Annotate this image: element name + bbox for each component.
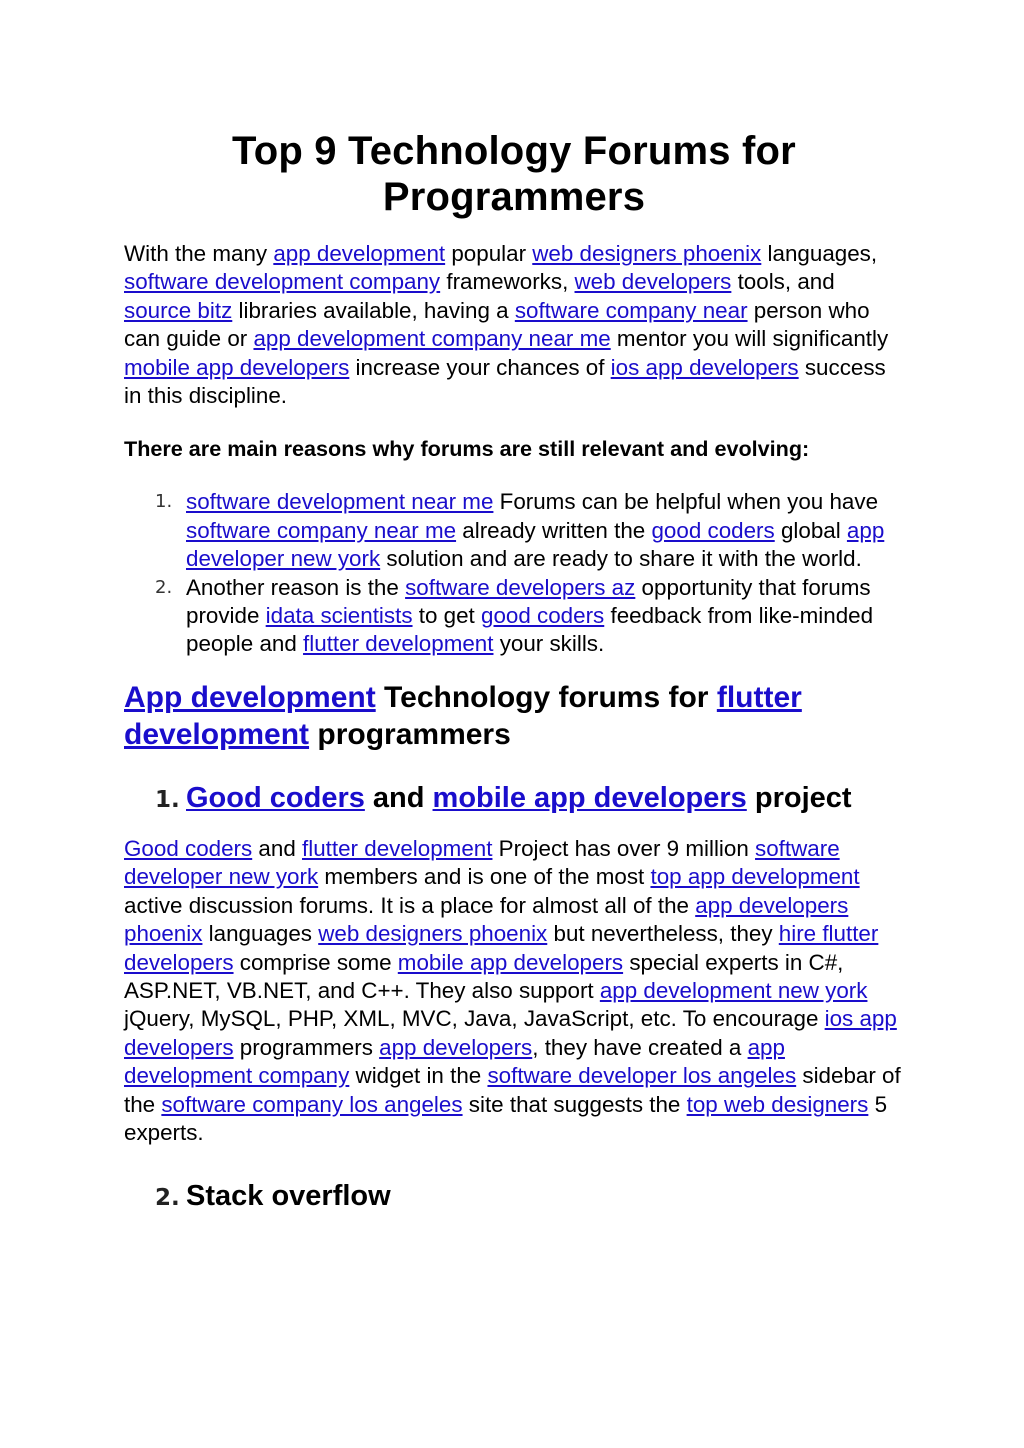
link-good-coders[interactable]: good coders: [651, 517, 775, 543]
list-item: [124, 574, 904, 659]
link-web-designers-phoenix[interactable]: web designers phoenix: [318, 921, 548, 947]
text: libraries available, having a: [232, 297, 515, 323]
text: languages,: [761, 241, 878, 266]
text: special experts in C#, ASP.NET, VB.NET, and C++. They also support: [124, 949, 844, 1003]
link-good-coders[interactable]: good coders: [481, 603, 605, 629]
text: global: [774, 517, 847, 543]
forum-1-heading: [124, 779, 904, 817]
list-item: [124, 488, 904, 573]
list-number: 2.: [155, 1185, 180, 1212]
text: person who can guide or: [124, 297, 870, 352]
text: With the many: [124, 241, 274, 266]
link-software-development-company[interactable]: software development company: [124, 269, 441, 295]
text: project: [746, 781, 852, 814]
text: solution and are ready to share it with the world.: [380, 546, 862, 572]
forum-2-heading: [124, 1177, 904, 1215]
link-web-developers[interactable]: web developers: [574, 269, 732, 295]
text: programmers: [233, 1034, 380, 1060]
text: 5 experts.: [124, 1091, 888, 1145]
link-mobile-app-developers[interactable]: mobile app developers: [397, 949, 624, 975]
text: jQuery, MySQL, PHP, XML, MVC, Java, JavaScript, etc. To encourage: [124, 1006, 825, 1032]
text: tools, and: [731, 269, 835, 295]
link-software-company-los-angeles[interactable]: software company los angeles: [161, 1091, 463, 1117]
link-app-developers-phoenix[interactable]: app developers phoenix: [124, 892, 849, 947]
link-app-development-new-york[interactable]: app development new york: [599, 977, 868, 1003]
link-hire-flutter-developers[interactable]: hire flutter developers: [124, 921, 879, 975]
link-source-bitz[interactable]: source bitz: [124, 297, 233, 323]
link-ios-app-developers[interactable]: ios app developers: [124, 1006, 897, 1060]
link-app-development-company[interactable]: app development company: [124, 1034, 785, 1089]
link-software-developer-los-angeles[interactable]: software developer los angeles: [487, 1063, 797, 1089]
link-app-development[interactable]: app development: [273, 241, 446, 266]
link-top-web-designers[interactable]: top web designers: [686, 1091, 869, 1117]
link-web-designers-phoenix[interactable]: web designers phoenix: [532, 241, 762, 266]
text: Forums can be helpful when you have: [493, 489, 879, 515]
intro-paragraph: [124, 240, 904, 410]
link-ios-app-developers[interactable]: ios app developers: [610, 354, 799, 380]
reasons-list: [124, 488, 904, 658]
link-app-developers[interactable]: app developers: [379, 1034, 533, 1060]
link-flutter-development[interactable]: flutter development: [303, 631, 494, 657]
link-app-developer-new-york[interactable]: app developer new york: [186, 517, 885, 572]
link-idata-scientists[interactable]: idata scientists: [265, 603, 413, 629]
section-heading: [124, 679, 904, 753]
text: but nevertheless, they: [547, 921, 779, 947]
link-software-development-near-me[interactable]: software development near me: [186, 489, 494, 515]
text: site that suggests the: [462, 1091, 687, 1117]
link-software-developers-az[interactable]: software developers az: [405, 574, 636, 600]
text: feedback from like-minded people and: [186, 603, 874, 657]
forum-2-title: Stack overflow: [186, 1180, 391, 1213]
text: Project has over 9 million: [492, 835, 756, 861]
link-flutter-development[interactable]: flutter development: [124, 680, 802, 751]
reasons-heading: There are main reasons why forums are still relevant and evolving:: [124, 436, 810, 462]
link-good-coders[interactable]: Good coders: [124, 835, 253, 861]
text: widget in the: [349, 1063, 488, 1089]
text: success in this discipline.: [124, 354, 886, 409]
text: members and is one of the most: [318, 864, 651, 890]
text: and: [364, 781, 433, 814]
list-number: 1.: [155, 491, 173, 513]
text: languages: [202, 921, 319, 947]
text: opportunity that forums provide: [186, 574, 871, 629]
text: programmers: [309, 717, 511, 751]
text: already written the: [456, 517, 652, 543]
link-good-coders[interactable]: Good coders: [186, 781, 365, 814]
text: and: [252, 835, 303, 861]
list-number: 2.: [155, 576, 173, 598]
list-number: 1.: [155, 786, 180, 813]
text: Another reason is the: [186, 574, 406, 600]
link-software-company-near[interactable]: software company near: [514, 297, 748, 323]
link-mobile-app-developers[interactable]: mobile app developers: [124, 354, 350, 380]
text: , they have created a: [532, 1034, 748, 1060]
link-software-developer-new-york[interactable]: software developer new york: [124, 835, 840, 890]
text: comprise some: [233, 949, 398, 975]
text: mentor you will significantly: [610, 326, 889, 352]
link-top-app-development[interactable]: top app development: [650, 864, 860, 890]
forum-1-paragraph: [124, 835, 904, 1147]
text: increase your chances of: [349, 354, 611, 380]
link-app-development-company-near-me[interactable]: app development company near me: [253, 326, 611, 352]
link-app-development[interactable]: App development: [124, 680, 376, 714]
text: sidebar of the: [124, 1063, 901, 1117]
link-software-company-near-me[interactable]: software company near me: [186, 517, 457, 543]
page-title: Top 9 Technology Forums for Programmers: [232, 129, 796, 219]
text: to get: [412, 603, 481, 629]
text: active discussion forums. It is a place for almost all of the: [124, 892, 696, 918]
text: your skills.: [493, 631, 605, 657]
text: Technology forums for: [375, 680, 717, 714]
link-mobile-app-developers[interactable]: mobile app developers: [432, 781, 747, 814]
text: popular: [445, 241, 533, 266]
text: frameworks,: [440, 269, 575, 295]
link-flutter-development[interactable]: flutter development: [302, 835, 493, 861]
document-content: [124, 128, 904, 1215]
